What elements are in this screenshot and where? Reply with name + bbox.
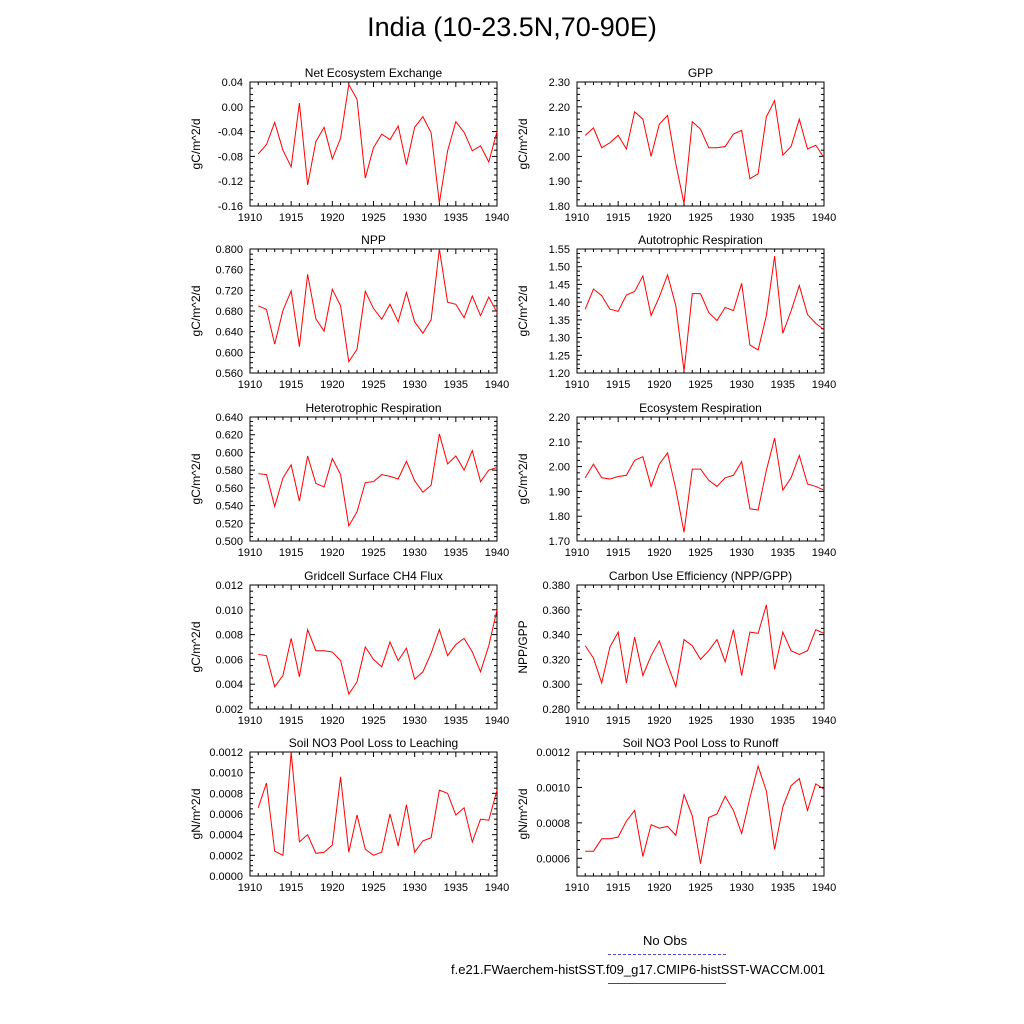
y-tick-label: 0.300 bbox=[542, 679, 570, 692]
x-tick-label: 1930 bbox=[729, 212, 754, 224]
panel-title: Soil NO3 Pool Loss to Runoff bbox=[622, 736, 779, 750]
panel-1 bbox=[516, 66, 836, 224]
x-tick-label: 1915 bbox=[605, 715, 631, 727]
plot-frame bbox=[577, 585, 824, 709]
x-tick-label: 1930 bbox=[729, 882, 754, 894]
series-line bbox=[258, 610, 497, 694]
y-axis-label: gC/m^2/d bbox=[516, 285, 530, 337]
y-axis-label: NPP/GPP bbox=[516, 620, 530, 674]
x-tick-label: 1935 bbox=[770, 547, 796, 559]
y-tick-label: 1.20 bbox=[548, 368, 570, 380]
x-tick-label: 1935 bbox=[770, 379, 796, 391]
y-tick-label: 0.0000 bbox=[209, 871, 243, 883]
panel-title: Carbon Use Efficiency (NPP/GPP) bbox=[608, 569, 793, 583]
y-tick-label: 0.0012 bbox=[209, 747, 243, 759]
x-tick-label: 1915 bbox=[278, 379, 304, 391]
y-axis-label: gC/m^2/d bbox=[516, 453, 530, 505]
x-tick-label: 1915 bbox=[278, 547, 304, 559]
x-tick-label: 1935 bbox=[443, 212, 469, 224]
series-line bbox=[258, 84, 497, 202]
x-tick-label: 1935 bbox=[770, 715, 796, 727]
x-tick-label: 1910 bbox=[237, 379, 263, 391]
y-tick-label: 1.80 bbox=[548, 511, 570, 524]
plot-frame bbox=[577, 752, 824, 876]
y-tick-label: 0.580 bbox=[215, 465, 243, 478]
x-tick-label: 1935 bbox=[443, 715, 469, 727]
y-tick-label: 0.640 bbox=[215, 412, 243, 424]
plot-frame bbox=[250, 82, 497, 206]
y-tick-label: 0.0008 bbox=[536, 817, 570, 830]
x-tick-label: 1940 bbox=[484, 547, 510, 559]
y-tick-label: 1.70 bbox=[548, 536, 570, 548]
x-tick-label: 1925 bbox=[361, 547, 386, 559]
panel-3 bbox=[516, 233, 836, 391]
y-tick-label: 0.320 bbox=[542, 654, 570, 667]
x-tick-label: 1925 bbox=[688, 379, 713, 391]
panel-6 bbox=[189, 569, 509, 727]
y-tick-label: 2.00 bbox=[548, 151, 570, 164]
y-axis-label: gC/m^2/d bbox=[189, 453, 203, 505]
x-tick-label: 1940 bbox=[484, 882, 510, 894]
y-tick-label: 0.360 bbox=[542, 604, 570, 617]
figure-title: India (10-23.5N,70-90E) bbox=[367, 12, 657, 42]
panel-title: Soil NO3 Pool Loss to Leaching bbox=[288, 736, 459, 750]
x-tick-label: 1930 bbox=[402, 715, 427, 727]
y-tick-label: 2.20 bbox=[548, 412, 570, 424]
y-tick-label: 0.0006 bbox=[209, 809, 243, 821]
y-tick-label: 0.340 bbox=[542, 629, 570, 642]
x-tick-label: 1940 bbox=[484, 212, 510, 224]
x-tick-label: 1940 bbox=[811, 547, 837, 559]
y-axis-label: gC/m^2/d bbox=[189, 621, 203, 673]
y-tick-label: 0.0006 bbox=[536, 853, 570, 866]
x-tick-label: 1910 bbox=[237, 547, 263, 559]
plot-frame bbox=[250, 752, 497, 876]
y-tick-label: 0.600 bbox=[215, 347, 243, 360]
x-tick-label: 1925 bbox=[361, 379, 386, 391]
x-tick-label: 1910 bbox=[237, 212, 263, 224]
x-tick-label: 1920 bbox=[320, 212, 345, 224]
y-tick-label: 1.45 bbox=[548, 279, 570, 292]
y-axis-label: gN/m^2/d bbox=[516, 788, 530, 840]
series-line bbox=[585, 605, 824, 687]
y-tick-label: 0.800 bbox=[215, 244, 243, 256]
y-tick-label: 2.10 bbox=[548, 126, 570, 139]
y-tick-label: 0.04 bbox=[221, 77, 243, 89]
plot-frame bbox=[577, 417, 824, 541]
y-tick-label: 0.380 bbox=[542, 580, 570, 592]
y-tick-label: 0.680 bbox=[215, 306, 243, 318]
legend-label-model: f.e21.FWaerchem-histSST.f09_g17.CMIP6-histSST-WACCM.001 bbox=[451, 962, 825, 977]
series-line bbox=[258, 249, 497, 362]
y-tick-label: 1.35 bbox=[548, 314, 570, 327]
plot-frame bbox=[250, 585, 497, 709]
y-tick-label: 0.560 bbox=[215, 482, 243, 495]
x-tick-label: 1915 bbox=[278, 212, 304, 224]
y-tick-label: 0.002 bbox=[215, 704, 243, 716]
y-tick-label: 0.500 bbox=[215, 536, 243, 548]
y-tick-label: 0.0008 bbox=[209, 788, 243, 801]
x-tick-label: 1915 bbox=[605, 547, 631, 559]
x-tick-label: 1915 bbox=[278, 882, 304, 894]
x-tick-label: 1935 bbox=[443, 547, 469, 559]
series-line bbox=[258, 752, 497, 855]
series-line bbox=[585, 438, 824, 532]
y-tick-label: 0.0002 bbox=[209, 850, 243, 863]
y-tick-label: 0.720 bbox=[215, 285, 243, 298]
y-tick-label: 0.008 bbox=[215, 629, 243, 642]
y-tick-label: -0.12 bbox=[217, 176, 243, 189]
panel-title: NPP bbox=[361, 233, 386, 247]
y-axis-label: gC/m^2/d bbox=[189, 285, 203, 337]
x-tick-label: 1910 bbox=[564, 212, 590, 224]
y-tick-label: 0.0010 bbox=[536, 782, 570, 795]
x-tick-label: 1935 bbox=[443, 379, 469, 391]
x-tick-label: 1925 bbox=[688, 882, 713, 894]
x-tick-label: 1930 bbox=[402, 212, 427, 224]
plot-frame bbox=[250, 417, 497, 541]
x-tick-label: 1920 bbox=[647, 212, 672, 224]
x-tick-label: 1910 bbox=[564, 379, 590, 391]
y-tick-label: 0.280 bbox=[542, 704, 570, 716]
x-tick-label: 1915 bbox=[605, 882, 631, 894]
legend-line-model bbox=[608, 983, 726, 984]
series-line bbox=[585, 766, 824, 863]
x-tick-label: 1910 bbox=[564, 715, 590, 727]
y-tick-label: 0.0012 bbox=[536, 747, 570, 759]
y-tick-label: 2.00 bbox=[548, 461, 570, 474]
panel-8 bbox=[189, 736, 509, 894]
legend-label-no-obs: No Obs bbox=[643, 933, 688, 948]
y-tick-label: 1.25 bbox=[548, 350, 570, 363]
x-tick-label: 1915 bbox=[278, 715, 304, 727]
x-tick-label: 1935 bbox=[770, 212, 796, 224]
y-tick-label: 1.80 bbox=[548, 201, 570, 213]
x-tick-label: 1915 bbox=[605, 379, 631, 391]
x-tick-label: 1930 bbox=[402, 547, 427, 559]
y-tick-label: 1.40 bbox=[548, 297, 570, 310]
y-tick-label: -0.16 bbox=[217, 201, 243, 213]
x-tick-label: 1940 bbox=[811, 715, 837, 727]
x-tick-label: 1940 bbox=[811, 212, 837, 224]
panel-9 bbox=[516, 736, 836, 894]
plot-frame bbox=[577, 82, 824, 206]
y-tick-label: 0.600 bbox=[215, 447, 243, 460]
y-tick-label: 0.640 bbox=[215, 326, 243, 339]
panel-title: Net Ecosystem Exchange bbox=[304, 66, 443, 80]
y-tick-label: 2.20 bbox=[548, 101, 570, 114]
panel-5 bbox=[516, 401, 836, 559]
x-tick-label: 1910 bbox=[237, 715, 263, 727]
x-tick-label: 1940 bbox=[484, 715, 510, 727]
y-tick-label: 0.0004 bbox=[209, 829, 243, 842]
x-tick-label: 1910 bbox=[564, 547, 590, 559]
x-tick-label: 1915 bbox=[605, 212, 631, 224]
series-line bbox=[585, 101, 824, 204]
y-tick-label: -0.04 bbox=[217, 126, 243, 139]
x-tick-label: 1920 bbox=[647, 379, 672, 391]
legend-line-no-obs bbox=[608, 954, 726, 955]
plot-frame bbox=[577, 249, 824, 373]
x-tick-label: 1910 bbox=[564, 882, 590, 894]
y-tick-label: 2.30 bbox=[548, 77, 570, 89]
y-axis-label: gN/m^2/d bbox=[189, 788, 203, 840]
x-tick-label: 1920 bbox=[647, 547, 672, 559]
x-tick-label: 1925 bbox=[361, 715, 386, 727]
x-tick-label: 1940 bbox=[811, 882, 837, 894]
x-tick-label: 1920 bbox=[320, 379, 345, 391]
x-tick-label: 1930 bbox=[729, 379, 754, 391]
panel-title: GPP bbox=[687, 66, 714, 80]
y-tick-label: 0.00 bbox=[221, 101, 243, 114]
panel-4 bbox=[189, 401, 509, 559]
x-tick-label: 1925 bbox=[688, 212, 713, 224]
panel-title: Autotrophic Respiration bbox=[638, 233, 763, 247]
x-tick-label: 1925 bbox=[688, 715, 713, 727]
x-tick-label: 1940 bbox=[484, 379, 510, 391]
y-tick-label: 1.90 bbox=[548, 176, 570, 189]
y-tick-label: 0.012 bbox=[215, 580, 243, 592]
series-line bbox=[585, 256, 824, 371]
legend bbox=[440, 930, 900, 1000]
y-tick-label: 0.760 bbox=[215, 264, 243, 277]
y-tick-label: 0.0010 bbox=[209, 767, 243, 780]
x-tick-label: 1935 bbox=[770, 882, 796, 894]
series-line bbox=[258, 434, 497, 526]
x-tick-label: 1935 bbox=[443, 882, 469, 894]
panel-title: Ecosystem Respiration bbox=[639, 401, 762, 415]
x-tick-label: 1930 bbox=[729, 715, 754, 727]
y-tick-label: -0.08 bbox=[217, 151, 243, 164]
x-tick-label: 1920 bbox=[647, 715, 672, 727]
y-tick-label: 1.30 bbox=[548, 332, 570, 345]
y-tick-label: 0.540 bbox=[215, 500, 243, 513]
x-tick-label: 1910 bbox=[237, 882, 263, 894]
y-tick-label: 0.620 bbox=[215, 429, 243, 442]
y-axis-label: gC/m^2/d bbox=[516, 118, 530, 170]
x-tick-label: 1920 bbox=[320, 882, 345, 894]
x-tick-label: 1925 bbox=[688, 547, 713, 559]
x-tick-label: 1930 bbox=[729, 547, 754, 559]
y-tick-label: 0.006 bbox=[215, 654, 243, 667]
y-axis-label: gC/m^2/d bbox=[189, 118, 203, 170]
y-tick-label: 1.90 bbox=[548, 486, 570, 499]
x-tick-label: 1930 bbox=[402, 882, 427, 894]
y-tick-label: 0.560 bbox=[215, 368, 243, 380]
y-tick-label: 2.10 bbox=[548, 436, 570, 449]
x-tick-label: 1920 bbox=[320, 547, 345, 559]
x-tick-label: 1930 bbox=[402, 379, 427, 391]
y-tick-label: 0.010 bbox=[215, 604, 243, 617]
x-tick-label: 1940 bbox=[811, 379, 837, 391]
y-tick-label: 0.520 bbox=[215, 518, 243, 531]
y-tick-label: 0.004 bbox=[215, 679, 243, 692]
x-tick-label: 1925 bbox=[361, 212, 386, 224]
panel-title: Heterotrophic Respiration bbox=[305, 401, 442, 415]
y-tick-label: 1.55 bbox=[548, 244, 570, 256]
panel-0 bbox=[189, 66, 509, 224]
x-tick-label: 1920 bbox=[320, 715, 345, 727]
y-tick-label: 1.50 bbox=[548, 261, 570, 274]
x-tick-label: 1920 bbox=[647, 882, 672, 894]
x-tick-label: 1925 bbox=[361, 882, 386, 894]
panel-2 bbox=[189, 233, 509, 391]
panel-7 bbox=[516, 569, 836, 727]
panel-title: Gridcell Surface CH4 Flux bbox=[304, 569, 443, 583]
